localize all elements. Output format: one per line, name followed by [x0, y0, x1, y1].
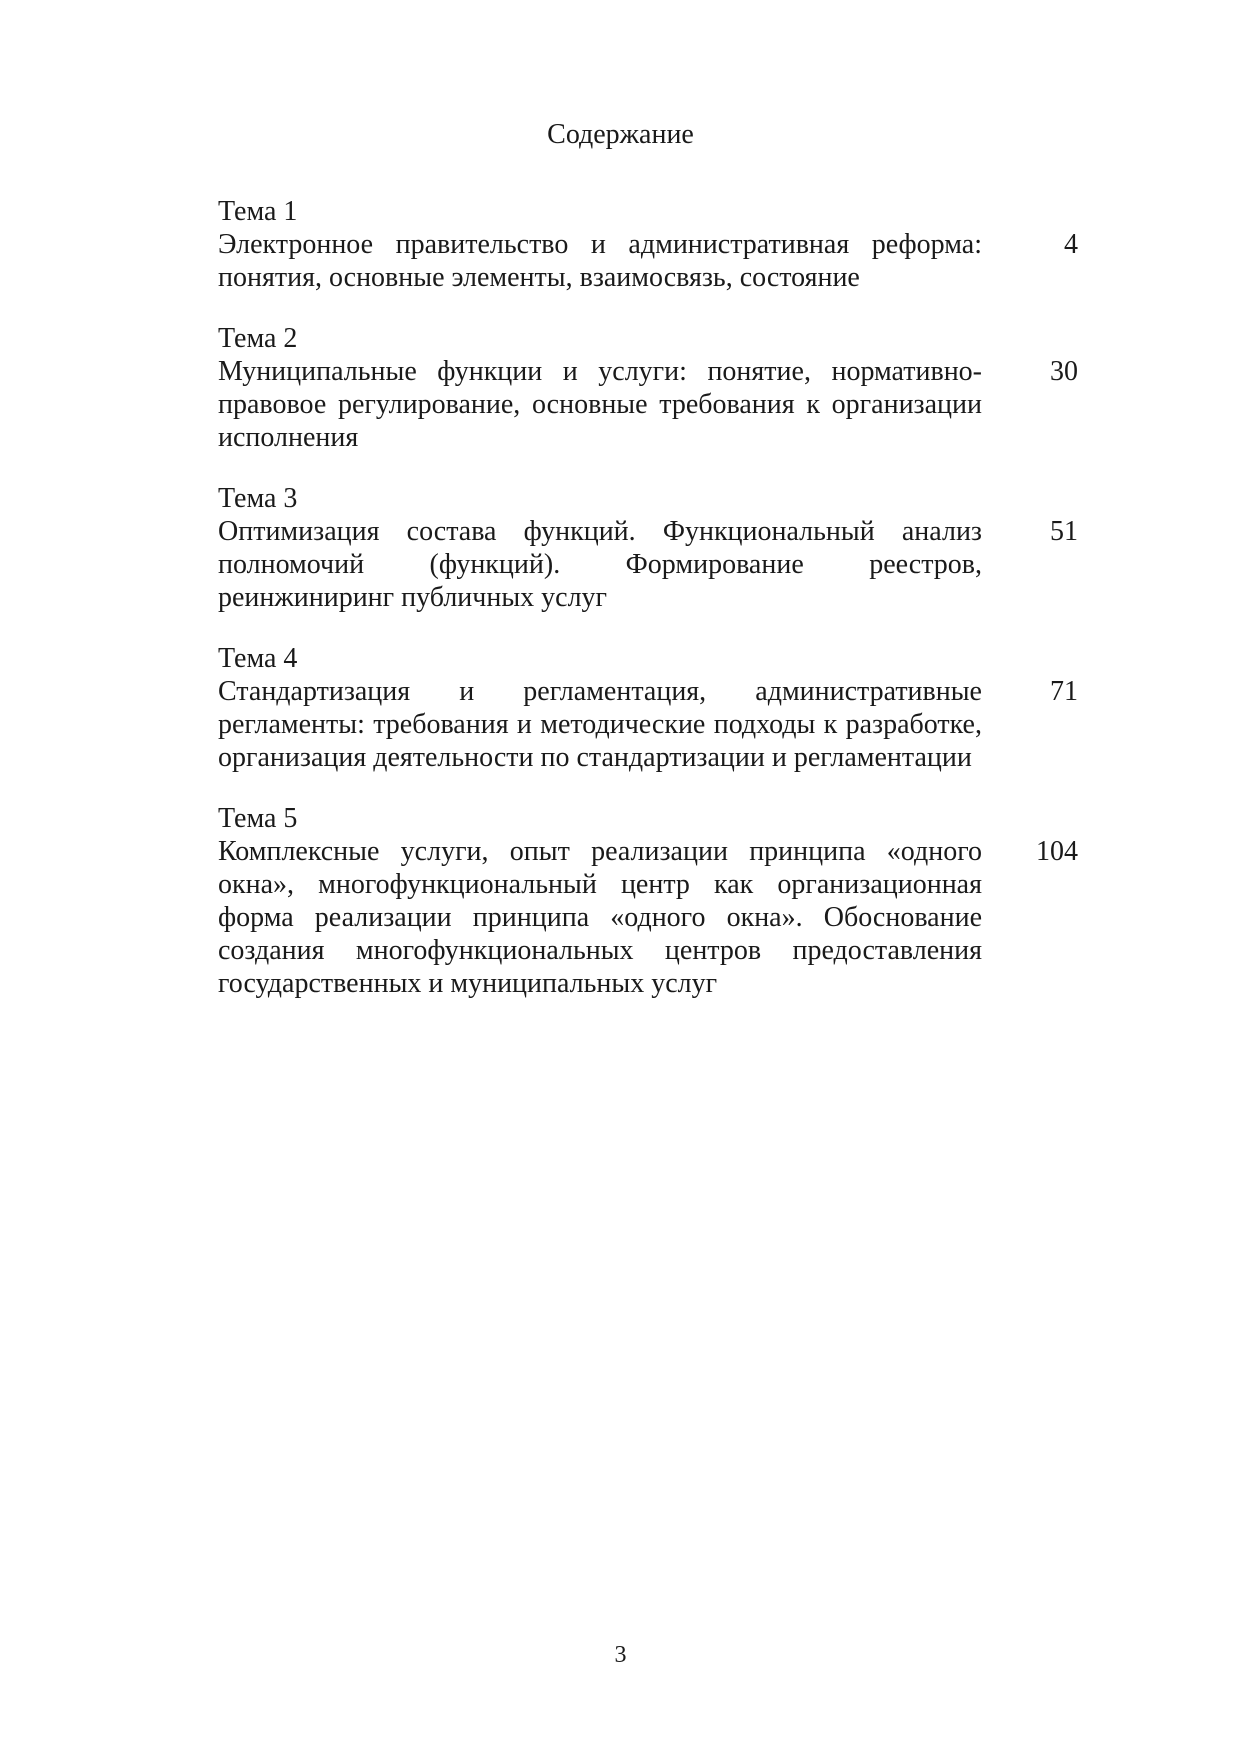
toc-entry-label: Тема 2: [218, 323, 298, 354]
toc-entry-page: 71: [1050, 676, 1078, 707]
toc-entry-label: Тема 1: [218, 196, 298, 227]
toc-entry-text: Оптимизация состава функций. Функциональный анализ полномочий (функций). Формирование реестров, реинжиниринг публичных услуг: [218, 516, 982, 613]
toc-entry-label: Тема 4: [218, 643, 298, 674]
toc-entry-text: Электронное правительство и административная реформа: понятия, основные элементы, взаимосвязь, состояние: [218, 229, 982, 293]
toc-entry-1[interactable]: [218, 195, 1078, 294]
toc-entry-5[interactable]: [218, 802, 1078, 1000]
toc-entry-3[interactable]: [218, 482, 1078, 614]
toc-entry-page: 104: [1036, 836, 1078, 867]
toc-entry-label: Тема 3: [218, 483, 298, 514]
toc-entry-2[interactable]: [218, 322, 1078, 454]
table-of-contents: [218, 195, 1078, 1028]
page-number: 3: [614, 1642, 627, 1668]
toc-entry-page: 30: [1050, 356, 1078, 387]
page-title: Содержание: [547, 119, 694, 150]
toc-entry-page: 4: [1064, 229, 1078, 260]
toc-entry-4[interactable]: [218, 642, 1078, 774]
toc-entry-page: 51: [1050, 516, 1078, 547]
toc-entry-text: Комплексные услуги, опыт реализации принципа «одного окна», многофункциональный центр как организационная форма реализации принципа «одного окна». Обоснование создания многофункциональных центров предоставления государственных и муниципальных услуг: [218, 836, 982, 999]
toc-entry-label: Тема 5: [218, 803, 298, 834]
toc-entry-text: Стандартизация и регламентация, административные регламенты: требования и методические подходы к разработке, организация деятельности по стандартизации и регламентации: [218, 676, 982, 773]
toc-entry-text: Муниципальные функции и услуги: понятие, нормативно-правовое регулирование, основные требования к организации исполнения: [218, 356, 982, 453]
